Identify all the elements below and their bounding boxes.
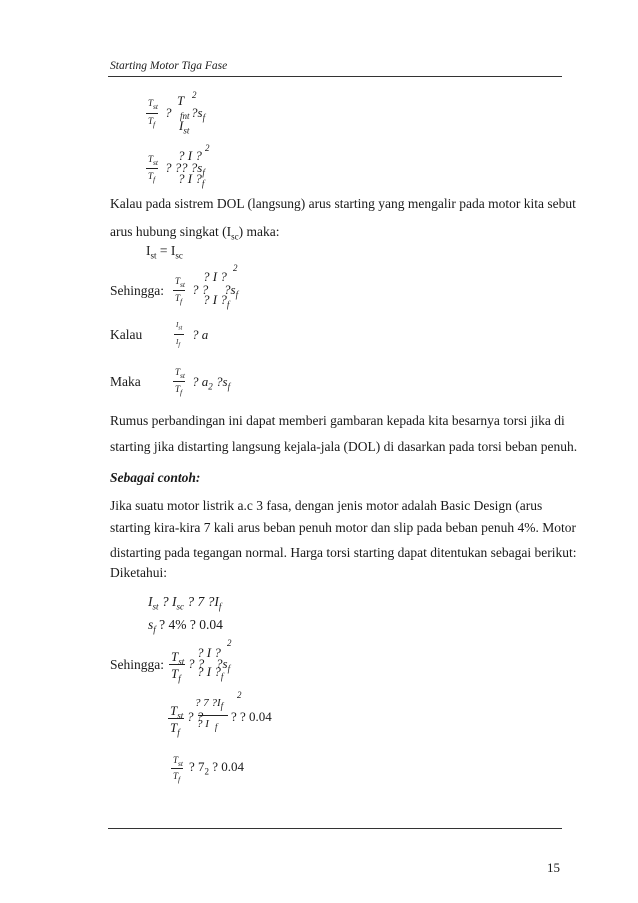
sehingga1-power: 2 [233, 263, 238, 273]
calc1-power: 2 [237, 690, 242, 700]
calc1-top: ? 7 $?I_f$ [195, 697, 224, 712]
calc1-right: ? ? 0.04 [231, 709, 272, 724]
eq2-mid: ? $?s_f$ [181, 160, 205, 178]
sehingga1-bot: ? I $?_f$ [203, 292, 230, 310]
paragraph-example-1: Jika suatu motor listrik a.c 3 fasa, dengan jenis motor adalah Basic Design (arus [110, 498, 543, 513]
header-rule [108, 76, 562, 77]
example-heading: Sebagai contoh: [110, 470, 201, 485]
sehingga2-mid: $?s_f$ [216, 656, 231, 674]
eq1-num: $T_{st}$ [148, 98, 159, 111]
paragraph-example-3: distarting pada tegangan normal. Harga torsi starting dapat ditentukan sebagai berikut: [110, 545, 577, 560]
sehingga2-den: $T_f$ [171, 666, 181, 684]
sehingga1-top: ? I ? [203, 269, 227, 284]
calc2-num: $T_{st}$ [173, 755, 184, 768]
sehingga1-eq: ? ? [192, 282, 209, 297]
eq1-bignum: T [177, 93, 185, 108]
page-number: 15 [547, 860, 560, 875]
maka-label: Maka [110, 374, 141, 389]
eq2-eq: ? ? [165, 160, 182, 175]
sehingga1-mid: $?s_f$ [224, 282, 239, 300]
sehingga2-bot: ? I $?_f$ [197, 664, 224, 682]
eq1-eq: ? [165, 105, 172, 120]
maka-den: $T_f$ [175, 384, 183, 397]
page-header-title: Starting Motor Tiga Fase [110, 60, 228, 72]
sehingga2-top: ? I ? [197, 645, 221, 660]
given-slip: $s_f$ ? 4% ? 0.04 [148, 617, 223, 635]
sehingga2-eq: ? ? [188, 656, 205, 671]
paragraph-rumus-2: starting jika distarting langsung kejala-jala (DOL) di dasarkan pada torsi beban penuh. [110, 439, 578, 454]
kalau-num: $I_{st}$ [176, 321, 183, 332]
eq2-num: $T_{st}$ [148, 154, 159, 167]
paragraph-dol-1: Kalau pada sistrem DOL (langsung) arus starting yang mengalir pada motor kita sebut [110, 196, 576, 211]
eq1-power: 2 [192, 90, 197, 100]
eq2-den: $T_f$ [148, 171, 156, 184]
paragraph-example-2: starting kira-kira 7 kali arus beban penuh motor dan slip pada beban penuh 4%. Motor [110, 520, 577, 535]
sehingga2-power: 2 [227, 638, 232, 648]
sehingga-label-1: Sehingga: [110, 283, 164, 298]
paragraph-rumus-1: Rumus perbandingan ini dapat memberi gambaran kepada kita besarnya torsi jika di [110, 413, 565, 428]
calc2-rhs: ? $7_2$ ? 0.04 [189, 759, 245, 777]
eq1-den: $T_f$ [148, 116, 156, 129]
calc2-den: $T_f$ [173, 771, 181, 784]
paragraph-dol-2: arus hubung singkat $(I_{sc})$ maka: [110, 224, 280, 242]
eq2-bot: ? I $?_f$ [178, 171, 205, 189]
kalau-label: Kalau [110, 327, 143, 342]
footer-rule [108, 828, 562, 829]
given-current: $I_{st}$ ? $I_{sc}$ ? 7 $?I_f$ [148, 594, 222, 612]
eq1-bigden: $I_{st}$ [179, 118, 190, 136]
kalau-rhs: ? a [192, 327, 209, 342]
paragraph-diketahui: Diketahui: [110, 565, 167, 580]
sehingga-label-2: Sehingga: [110, 657, 164, 672]
calc1-bot: ? I $_f$ [197, 718, 218, 733]
sehingga2-num: $T_{st}$ [171, 649, 185, 667]
kalau-den: $I_f$ [176, 338, 180, 349]
sehingga1-num: $T_{st}$ [175, 276, 186, 289]
sehingga1-den: $T_f$ [175, 293, 183, 306]
calc1-eq: ? ? [187, 709, 204, 724]
eq2-top: ? I ? [178, 148, 202, 163]
eq1-bignum-sub: fnt [180, 111, 190, 121]
maka-rhs: ? $a_2$ $?s_f$ [192, 374, 231, 392]
eq2-power: 2 [205, 143, 210, 153]
ist-equals-isc: $I_{st} = I_{sc}$ [146, 243, 183, 261]
calc1-den: $T_f$ [170, 720, 180, 738]
eq1-tail: $?s_f$ [191, 105, 206, 123]
calc1-num: $T_{st}$ [170, 703, 184, 721]
maka-num: $T_{st}$ [175, 367, 186, 380]
